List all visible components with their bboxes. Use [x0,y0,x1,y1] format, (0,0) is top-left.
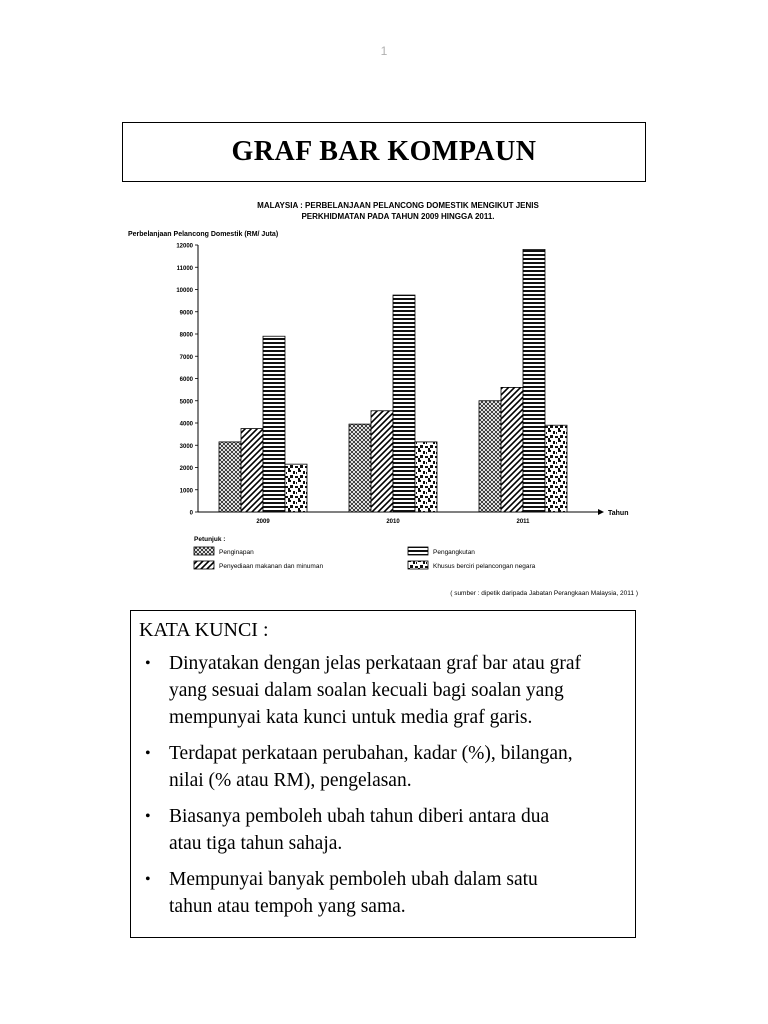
chart-title: PERKHIDMATAN PADA TAHUN 2009 HINGGA 2011. [301,212,495,221]
keyword-line: Terdapat perkataan perubahan, kadar (%), bilangan, [169,743,573,764]
y-tick-label: 0 [189,510,193,517]
y-tick-label: 2000 [179,466,193,472]
page-number: 1 [380,44,388,58]
x-tick-label: 2011 [516,519,530,525]
legend-swatch [408,547,428,555]
y-tick-label: 9000 [179,310,193,317]
keyword-item [139,866,623,920]
keyword-line: Dinyatakan dengan jelas perkataan graf bar atau graf [169,653,581,674]
y-tick-label: 12000 [176,243,193,250]
legend-entry: Penyediaan makanan dan minuman [219,563,324,570]
keyword-item [139,740,623,794]
keyword-box [130,610,636,938]
y-tick-label: 11000 [176,265,193,272]
legend-entry: Pengangkutan [433,549,475,556]
bullet-icon: • [145,808,151,825]
y-tick-label: 7000 [179,354,193,361]
legend-entry: Penginapan [219,549,254,556]
bullet-icon: • [145,745,151,762]
x-axis-arrow-icon [598,509,604,515]
bar [263,336,285,512]
bar [219,442,241,512]
legend-swatch [408,561,428,569]
y-tick-label: 4000 [179,421,193,428]
keyword-item [139,650,623,731]
keyword-title: KATA KUNCI : [139,619,269,641]
bar [349,424,371,512]
bar [545,425,567,512]
y-tick-label: 5000 [179,399,193,406]
bar [241,429,263,512]
bullet-icon: • [145,871,151,888]
x-tick-label: 2009 [256,519,270,525]
y-tick-label: 6000 [179,377,193,383]
bar [479,401,501,512]
keyword-line: mempunyai kata kunci untuk media graf garis. [169,707,533,728]
y-tick-label: 8000 [179,332,193,339]
keyword-line: Mempunyai banyak pemboleh ubah dalam satu [169,869,538,890]
legend-swatch [194,561,214,569]
keyword-line: nilai (% atau RM), pengelasan. [169,770,412,791]
bar [523,249,545,512]
title-box [122,122,646,182]
keyword-item [139,803,623,857]
chart-title: MALAYSIA : PERBELANJAAN PELANCONG DOMESTIK MENGIKUT JENIS [257,201,539,210]
keyword-line: tahun atau tempoh yang sama. [169,896,406,917]
page-title: GRAF BAR KOMPAUN [231,136,537,167]
y-tick-label: 1000 [179,488,193,495]
keyword-line: Biasanya pemboleh ubah tahun diberi antara dua [169,806,550,827]
compound-bar-chart [118,190,658,610]
keyword-list [139,650,623,920]
keyword-line: atau tiga tahun sahaja. [169,833,343,854]
legend-entry: Khusus berciri pelancongan negara [433,563,536,570]
y-tick-label: 3000 [179,443,193,450]
bar [393,295,415,512]
x-axis-label: Tahun [608,510,629,517]
y-axis-label: Perbelanjaan Pelancong Domestik (RM/ Juta) [128,231,279,238]
legend-title: Petunjuk : [194,536,226,543]
bar [371,411,393,512]
keyword-line: yang sesuai dalam soalan kecuali bagi soalan yang [169,680,564,701]
chart-source: ( sumber : dipetik daripada Jabatan Perangkaan Malaysia, 2011 ) [450,590,638,597]
bar [285,464,307,512]
bar [501,387,523,512]
legend-swatch [194,547,214,555]
x-tick-label: 2010 [386,519,400,525]
bullet-icon: • [145,655,151,672]
bar [415,442,437,512]
y-tick-label: 10000 [176,288,193,294]
